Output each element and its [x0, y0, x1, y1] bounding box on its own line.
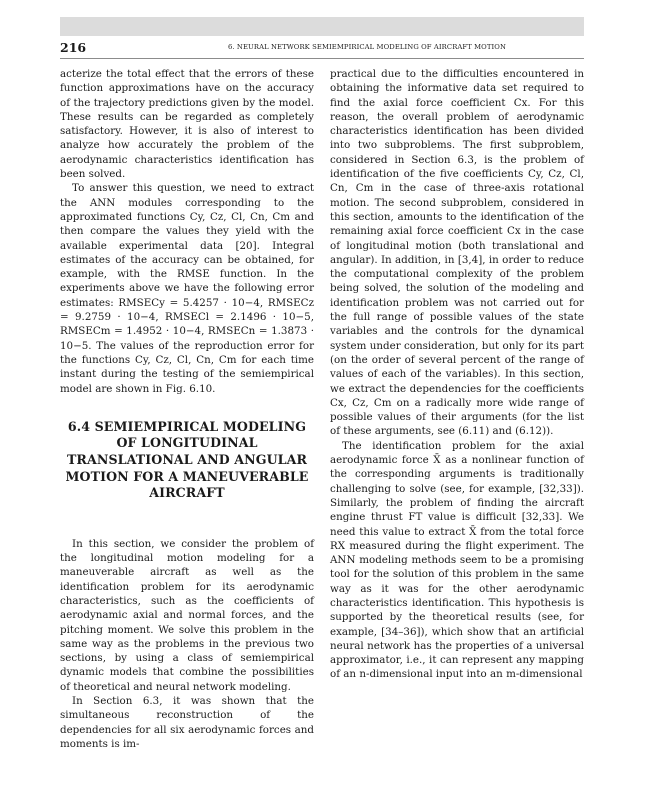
running-title: 6. NEURAL NETWORK SEMIEMPIRICAL MODELING OF AIRCRAFT MOTION [227, 43, 506, 51]
left-paragraph-4: In Section 6.3, it was shown that the simultaneous reconstruction of the dependencies for all six aerodynamic forces and moments is im- [60, 695, 314, 750]
page-number: 216 [60, 40, 87, 55]
left-paragraph-2: To answer this question, we need to extract the ANN modules corresponding to the approximated functions Cy, Cz, Cl, Cn, Cm and then compare the values they yield with the available experimental data [20]. Integral estimates of the accuracy can be obtained, for example, with the RMSE function. In the experiments above we have the following error estimates: RMSECy = 5.4257 · 10−4, RMSECz = 9.2759 · 10−4, RMSECl = 2.1496 · 10−5, RMSECm = 1.4952 · 10−4, RMSECn = 1.3873 · 10−5. The values of the reproduction error for the functions Cy, Cz, Cl, Cn, Cm for each time instant during the testing of the semiempirical model are shown in Fig. 6.10. [60, 182, 314, 395]
page-header [60, 40, 584, 56]
left-column [60, 67, 314, 751]
top-decorative-bar [60, 17, 584, 36]
header-rule [60, 58, 584, 59]
right-paragraph-1: practical due to the difficulties encountered in obtaining the informative data set required to find the axial force coefficient Cx. For this reason, the overall problem of aerodynamic characteristics identification has been divided into two subproblems. The first subproblem, considered in Section 6.3, is the problem of identification of the five coefficients Cy, Cz, Cl, Cn, Cm in the case of three-axis rotational motion. The second subproblem, considered in this section, amounts to the identification of the remaining axial force coefficient Cx in the case of longitudinal motion (both translational and angular). In addition, in [3,4], in order to reduce the computational complexity of the problem being solved, the solution of the modeling and identification problem was not carried out for the full range of possible values of the state variables and the controls for the dynamical system under consideration, but only for its part (on the order of several percent of the range of values of each of the variables). In this section, we extract the dependencies for the coefficients Cx, Cz, Cm on a radically more wide range of possible values of their arguments (for the list of these arguments, see (6.11) and (6.12)). [330, 68, 584, 438]
right-column [330, 67, 584, 682]
section-spacer-2 [60, 502, 314, 537]
section-spacer [60, 396, 314, 419]
section-heading: 6.4 SEMIEMPIRICAL MODELING OF LONGITUDINAL TRANSLATIONAL AND ANGULAR MOTION FOR A MANEUVERABLE AIRCRAFT [65, 418, 309, 501]
left-paragraph-1: acterize the total effect that the errors of these function approximations have on the accuracy of the trajectory predictions given by the model. These results can be regarded as completely satisfactory. However, it is also of interest to analyze how accurately the problem of the aerodynamic characteristics identification has been solved. [60, 68, 314, 181]
right-paragraph-2: The identification problem for the axial aerodynamic force X̄ as a nonlinear function of the corresponding arguments is traditionally challenging to solve (see, for example, [32,33]). Similarly, the problem of finding the aircraft engine thrust FT value is difficult [32,33]. We need this value to extract X̄ from the total force RX measured during the flight experiment. The ANN modeling methods seem to be a promising tool for the solution of this problem in the same way as it was for the other aerodynamic characteristics identification. This hypothesis is supported by the theoretical results (see, for example, [34–36]), which show that an artificial neural network has the properties of a universal approximator, i.e., it can represent any mapping of an n-dimensional input into an m-dimensional [330, 439, 584, 681]
left-paragraph-3: In this section, we consider the problem of the longitudinal motion modeling for a maneuverable aircraft as well as the identification problem for its aerodynamic characteristics, such as the coefficients of aerodynamic axial and normal forces, and the pitching moment. We solve this problem in the same way as the problems in the previous two sections, by using a class of semiempirical dynamic models that combine the possibilities of theoretical and neural network modeling. [60, 537, 314, 693]
